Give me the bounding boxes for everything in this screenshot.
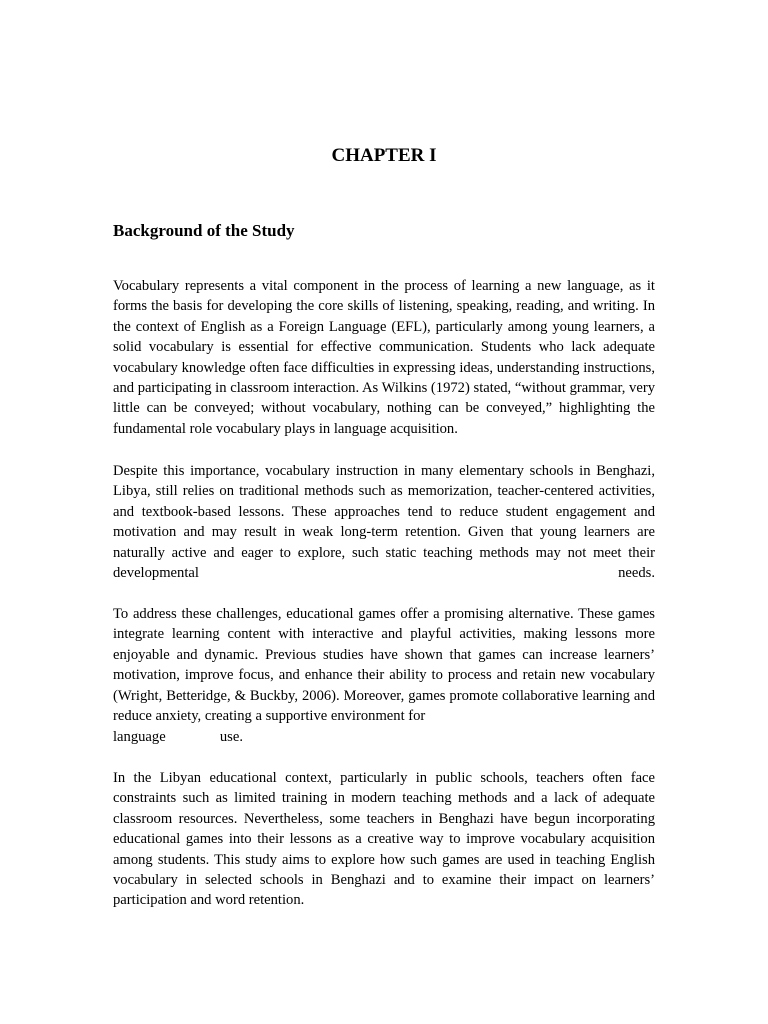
body-paragraph: To address these challenges, educational games offer a promising alternative. These games integrate learning content with interactive and playful activities, making lessons more enjoyable and dynamic. Previous studies have shown that games can increase learners’ motivation, improve focus, and enhance their ability to process and retain new vocabulary (Wright, Betteridge, & Buckby, 2006). Moreover, games promote collaborative learning and reduce anxiety, creating a supportive environment for xyxy=(113,606,655,725)
chapter-title: CHAPTER I xyxy=(331,145,437,166)
body-paragraph-tail: language use. xyxy=(113,729,243,745)
section-heading: Background of the Study xyxy=(113,221,295,240)
body-paragraph: In the Libyan educational context, particularly in public schools, teachers often face constraints such as limited training in modern teaching methods and a lack of adequate classroom resources. Nevertheless, some teachers in Benghazi have begun incorporating educational games into their lessons as a creative way to improve vocabulary acquisition among students. This study aims to explore how such games are used in teaching English vocabulary in selected schools in Benghazi and to examine their impact on learners’ participation and word retention. xyxy=(113,770,655,909)
body-paragraph: Vocabulary represents a vital component in the process of learning a new language, as it forms the basis for developing the core skills of listening, speaking, reading, and writing. In the context of English as a Foreign Language (EFL), particularly among young learners, a solid vocabulary is essential for effective communication. Students who lack adequate vocabulary knowledge often face difficulties in expressing ideas, understanding instructions, and participating in classroom interaction. As Wilkins (1972) stated, “without grammar, very little can be conveyed; without vocabulary, nothing can be conveyed,” highlighting the fundamental role vocabulary plays in language acquisition. xyxy=(113,278,655,437)
body-paragraph: Despite this importance, vocabulary instruction in many elementary schools in Benghazi, Libya, still relies on traditional methods such as memorization, teacher-centered activities, and textbook-based lessons. These approaches tend to reduce student engagement and motivation and may result in weak long-term retention. Given that young learners are naturally active and eager to explore, such static teaching methods may not meet their developmental needs. xyxy=(113,463,655,582)
